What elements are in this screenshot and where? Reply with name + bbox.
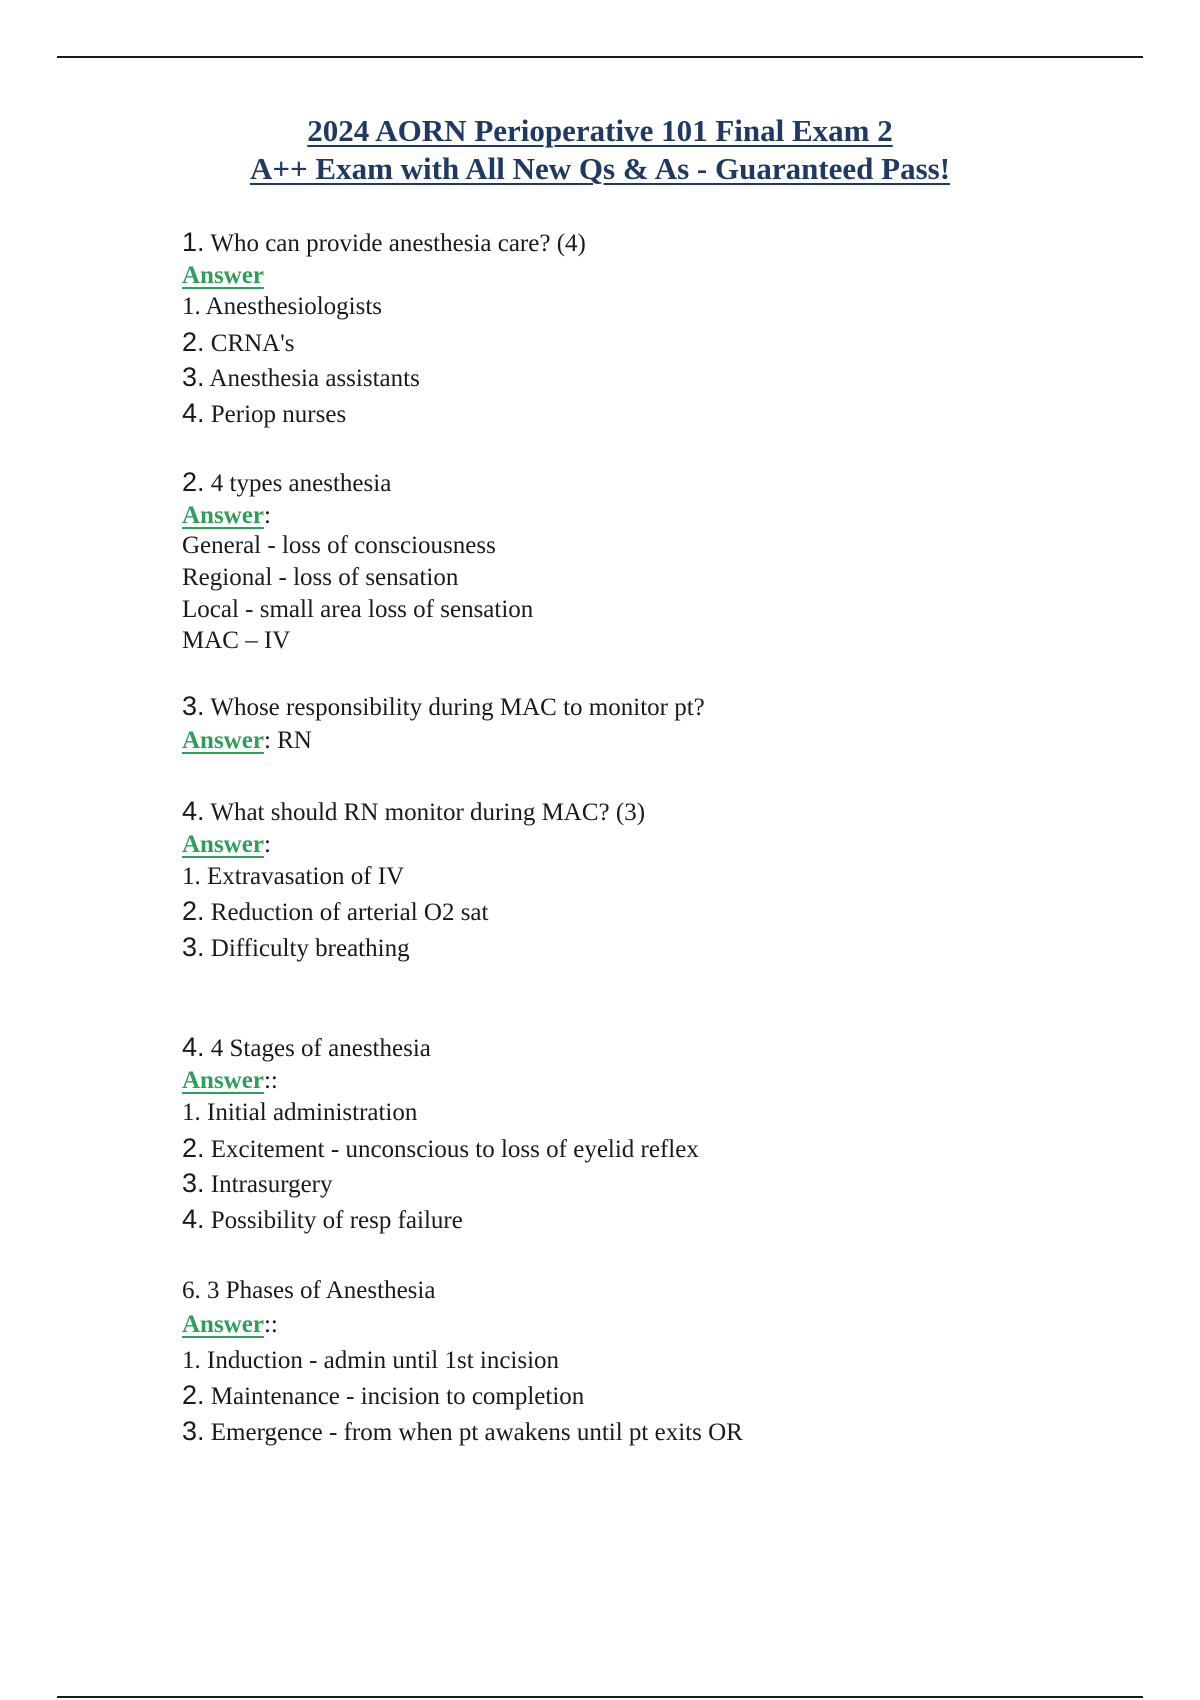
answer-label	[182, 261, 264, 291]
question-3	[182, 691, 705, 723]
item-number: 4.	[182, 1204, 205, 1234]
answer-suffix: :	[263, 831, 271, 858]
item-text: Anesthesia assistants	[209, 365, 420, 392]
answer-label	[182, 1310, 278, 1340]
answer-word: Answer	[182, 502, 264, 529]
item-number: 3.	[182, 1416, 205, 1446]
question-text: 3 Phases of Anesthesia	[207, 1277, 436, 1304]
answer-item	[182, 292, 382, 322]
item-number: 4.	[182, 398, 205, 428]
item-number: 2.	[182, 1133, 205, 1163]
item-number: 1.	[182, 863, 201, 890]
answer-item	[182, 398, 346, 430]
answer-label	[182, 501, 271, 531]
answer-item	[182, 862, 404, 892]
bottom-rule	[57, 1696, 1143, 1698]
answer-item	[182, 1416, 743, 1448]
title-line-1: 2024 AORN Perioperative 101 Final Exam 2	[307, 113, 893, 148]
answer-item	[182, 1346, 559, 1376]
item-text: Induction - admin until 1st incision	[207, 1347, 560, 1374]
answer-item	[182, 1168, 333, 1200]
answer-item	[182, 362, 420, 394]
question-number: 1.	[182, 227, 205, 257]
answer-item	[182, 327, 294, 359]
item-text: Possibility of resp failure	[210, 1207, 463, 1234]
answer-label	[182, 726, 312, 756]
item-text: CRNA's	[210, 330, 295, 357]
answer-item	[182, 595, 533, 625]
item-text: Initial administration	[207, 1099, 418, 1126]
answer-word: Answer	[182, 1311, 264, 1338]
item-number: 1.	[182, 293, 201, 320]
question-number: 2.	[182, 467, 205, 497]
question-6	[182, 1276, 435, 1306]
question-text: Who can provide anesthesia care? (4)	[210, 230, 586, 257]
answer-word: Answer	[182, 831, 264, 858]
answer-item	[182, 626, 290, 656]
item-text: Extravasation of IV	[207, 863, 405, 890]
page-title	[0, 112, 1200, 188]
item-text: Intrasurgery	[210, 1171, 333, 1198]
question-number: 4.	[182, 1032, 205, 1062]
answer-word: Answer	[182, 1067, 264, 1094]
answer-item	[182, 1133, 699, 1165]
question-5	[182, 1032, 431, 1064]
answer-item	[182, 563, 458, 593]
answer-label	[182, 830, 271, 860]
question-text: What should RN monitor during MAC? (3)	[210, 799, 646, 826]
item-number: 2.	[182, 327, 205, 357]
answer-item	[182, 531, 496, 561]
item-text: Anesthesiologists	[205, 293, 383, 320]
question-text: 4 Stages of anesthesia	[210, 1035, 431, 1062]
answer-suffix: ::	[263, 1067, 278, 1094]
title-line-2: A++ Exam with All New Qs & As - Guaranteed Pass!	[249, 151, 951, 186]
item-number: 1.	[182, 1347, 201, 1374]
answer-item	[182, 932, 410, 964]
answer-label	[182, 1066, 278, 1096]
question-2	[182, 467, 391, 499]
item-text: Reduction of arterial O2 sat	[210, 899, 489, 926]
question-4	[182, 796, 645, 828]
question-number: 6.	[182, 1277, 201, 1304]
top-rule	[57, 56, 1143, 58]
item-text: MAC – IV	[182, 627, 291, 654]
item-number: 3.	[182, 1168, 205, 1198]
question-text: 4 types anesthesia	[210, 470, 392, 497]
answer-suffix: :	[263, 502, 271, 529]
item-text: Difficulty breathing	[210, 935, 410, 962]
item-number: 1.	[182, 1099, 201, 1126]
answer-item	[182, 1098, 417, 1128]
question-number: 3.	[182, 691, 205, 721]
question-text: Whose responsibility during MAC to monitor pt?	[210, 694, 705, 721]
question-number: 4.	[182, 796, 205, 826]
answer-item	[182, 1204, 463, 1236]
answer-item	[182, 896, 488, 928]
item-text: Periop nurses	[210, 401, 347, 428]
item-text: Regional - loss of sensation	[182, 564, 459, 591]
answer-word: Answer	[182, 262, 264, 289]
item-text: General - loss of consciousness	[182, 532, 496, 559]
item-text: Excitement - unconscious to loss of eyelid reflex	[210, 1136, 699, 1163]
answer-suffix: : RN	[263, 727, 312, 754]
item-number: 2.	[182, 896, 205, 926]
item-number: 3.	[182, 932, 205, 962]
question-1	[182, 227, 586, 259]
answer-suffix: ::	[263, 1311, 278, 1338]
item-text: Local - small area loss of sensation	[182, 596, 534, 623]
item-number: 3.	[182, 362, 205, 392]
answer-item	[182, 1380, 584, 1412]
answer-word: Answer	[182, 727, 264, 754]
item-text: Emergence - from when pt awakens until pt exits OR	[210, 1419, 743, 1446]
item-text: Maintenance - incision to completion	[210, 1383, 585, 1410]
item-number: 2.	[182, 1380, 205, 1410]
